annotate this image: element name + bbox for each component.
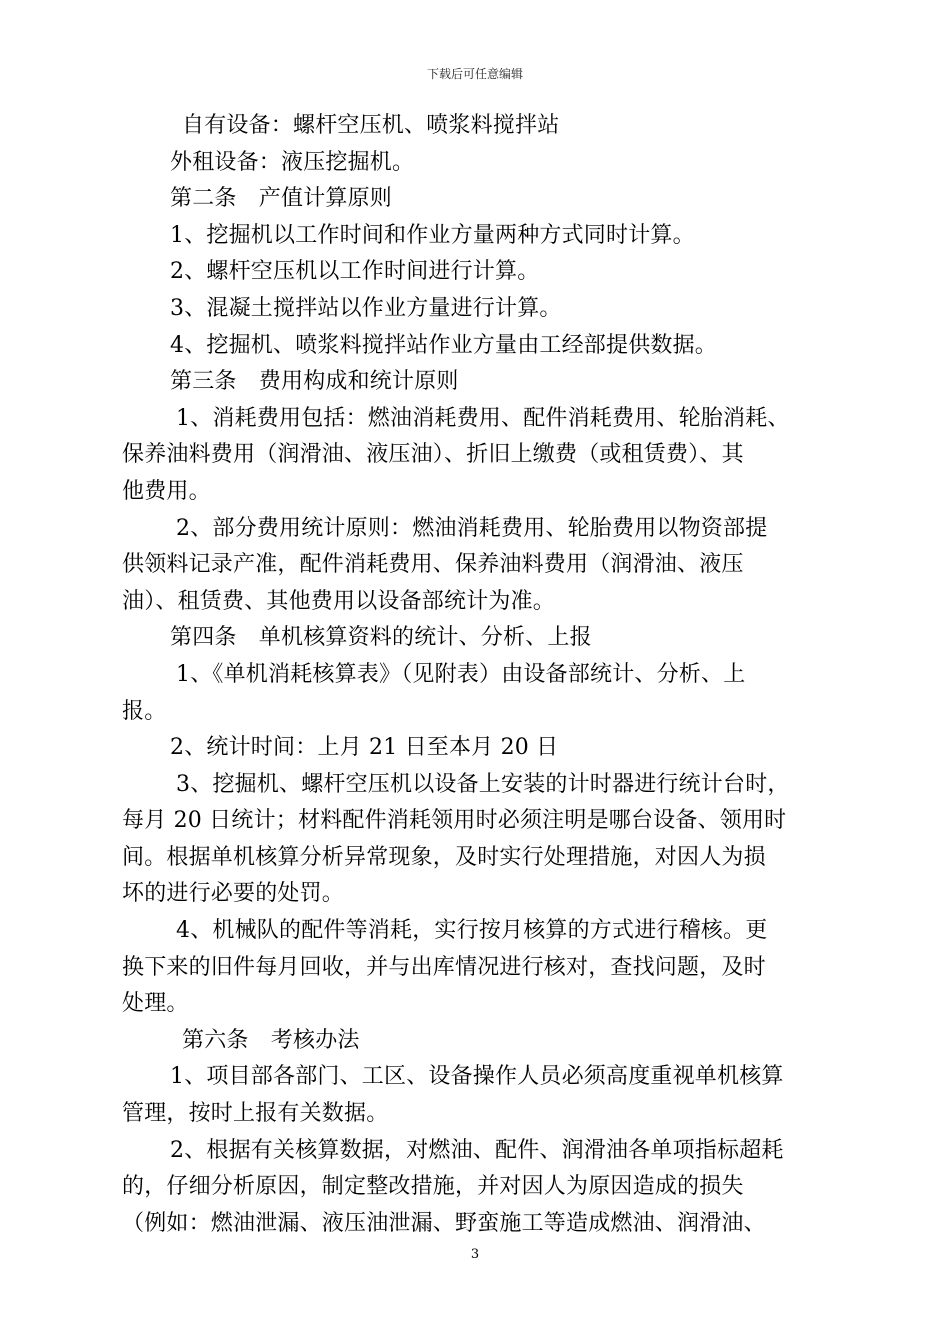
text-line: 坏的进行必要的处罚。 xyxy=(122,881,345,907)
text-line: 他费用。 xyxy=(122,478,211,504)
text-line: 自有设备：螺杆空压机、喷浆料搅拌站 xyxy=(182,113,560,138)
text-line: 4、挖掘机、喷浆料搅拌站作业方量由工经部提供数据。 xyxy=(170,332,717,358)
text-line: 管理，按时上报有关数据。 xyxy=(122,1101,389,1127)
text-line: 间。根据单机核算分析异常现象，及时实行处理措施，对因人为损 xyxy=(122,844,766,870)
text-line: 4、机械队的配件等消耗，实行按月核算的方式进行稽核。更 xyxy=(176,918,768,944)
text-line: 保养油料费用（润滑油、液压油）、折旧上缴费（或租赁费）、其 xyxy=(122,442,744,468)
text-line: 2、统计时间：上月 21 日至本月 20 日 xyxy=(170,735,559,761)
text-line: 1、项目部各部门、工区、设备操作人员必须高度重视单机核算 xyxy=(170,1064,784,1090)
text-line: 的，仔细分析原因，制定整改措施，并对因人为原因造成的损失 xyxy=(122,1174,744,1200)
page-header: 下载后可任意编辑 xyxy=(426,67,523,81)
text-line: 1、《单机消耗核算表》（见附表）由设备部统计、分析、上 xyxy=(176,661,746,687)
page-number: 3 xyxy=(470,1247,480,1262)
text-line: 第六条 考核办法 xyxy=(182,1027,360,1053)
text-line: 第四条 单机核算资料的统计、分析、上报 xyxy=(170,625,592,651)
document-body xyxy=(122,108,834,1242)
text-line: 1、消耗费用包括：燃油消耗费用、配件消耗费用、轮胎消耗、 xyxy=(176,405,790,431)
text-line: 第三条 费用构成和统计原则 xyxy=(170,369,459,395)
text-line: 2、螺杆空压机以工作时间进行计算。 xyxy=(170,259,540,285)
text-line: 3、挖掘机、螺杆空压机以设备上安装的计时器进行统计台时， xyxy=(176,771,790,797)
text-line: 油）、租赁费、其他费用以设备部统计为准。 xyxy=(122,588,556,614)
text-line: 2、根据有关核算数据，对燃油、配件、润滑油各单项指标超耗 xyxy=(170,1137,784,1163)
text-line: 处理。 xyxy=(122,991,189,1017)
text-line: （例如：燃油泄漏、液压油泄漏、野蛮施工等造成燃油、润滑油、 xyxy=(122,1210,766,1236)
text-line: 换下来的旧件每月回收，并与出库情况进行核对，查找问题，及时 xyxy=(122,954,766,980)
text-line: 3、混凝土搅拌站以作业方量进行计算。 xyxy=(170,295,562,321)
text-line: 每月 20 日统计；材料配件消耗领用时必须注明是哪台设备、领用时 xyxy=(122,808,787,834)
text-line: 供领料记录产准，配件消耗费用、保养油料费用（润滑油、液压 xyxy=(122,552,744,578)
text-line: 外租设备：液压挖掘机。 xyxy=(170,149,415,175)
text-line: 1、挖掘机以工作时间和作业方量两种方式同时计算。 xyxy=(170,222,695,248)
text-line: 2、部分费用统计原则：燃油消耗费用、轮胎费用以物资部提 xyxy=(176,515,768,541)
text-line: 第二条 产值计算原则 xyxy=(170,186,393,212)
text-line: 报。 xyxy=(122,698,167,724)
